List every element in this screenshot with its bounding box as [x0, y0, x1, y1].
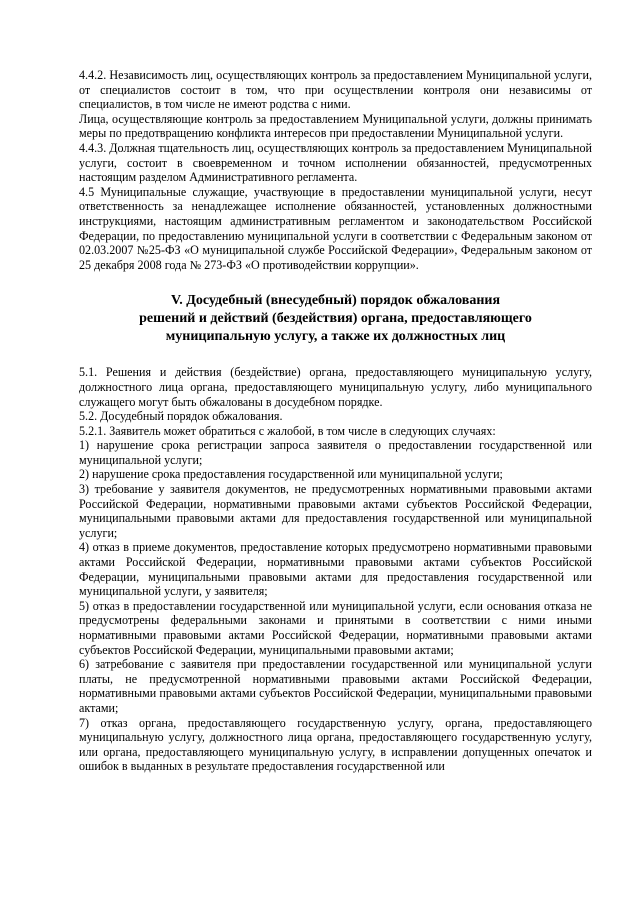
list-item-1: 1) нарушение срока регистрации запроса заявителя о предоставлении государственной или муниципальной услуги; — [79, 438, 592, 467]
paragraph-5-2-1: 5.2.1. Заявитель может обратиться с жалобой, в том числе в следующих случаях: — [79, 423, 496, 438]
paragraph-4-4-2: 4.4.2. Независимость лиц, осуществляющих контроль за предоставлением Муниципальной услуги, от специалистов состоит в том, что при осуществлении контроля они независимы от специалистов, в том числе не имеют родства с ними. — [79, 68, 592, 112]
list-item-6: 6) затребование с заявителя при предоставлении государственной или муниципальной услуги платы, не предусмотренной нормативными правовыми актами Российской Федерации, нормативными правовыми актами субъектов Российской Федерации, муниципальными правовыми актами; — [79, 657, 592, 715]
section-5-text — [79, 365, 592, 774]
paragraph-conflict-of-interest: Лица, осуществляющие контроль за предоставлением Муниципальной услуги, должны принимать меры по предотвращению конфликта интересов при предоставлении Муниципальной услуги. — [79, 111, 592, 141]
list-item-3: 3) требование у заявителя документов, не предусмотренных нормативными правовыми актами Российской Федерации, нормативными правовыми актами субъектов Российской Федерации, муниципальными правовыми актами для предоставления государственной или муниципальной услуги; — [79, 482, 592, 540]
paragraph-5-1: 5.1. Решения и действия (бездействие) органа, предоставляющего муниципальную услугу, должностного лица органа, предоставляющего муниципальную услугу, либо муниципального служащего могут быть обжалованы в досудебном порядке. — [79, 365, 592, 409]
heading-line-1: V. Досудебный (внесудебный) порядок обжалования — [170, 293, 501, 309]
section-5-heading — [79, 292, 592, 346]
paragraph-5-2: 5.2. Досудебный порядок обжалования. — [79, 409, 283, 424]
list-item-2: 2) нарушение срока предоставления государственной или муниципальной услуги; — [79, 467, 503, 482]
heading-line-2: решений и действий (бездействия) органа, предоставляющего — [139, 311, 532, 327]
list-item-5: 5) отказ в предоставлении государственной или муниципальной услуги, если основания отказа не предусмотрены федеральными законами и принятыми в соответствии с ними иными нормативными правовыми актами Российской Федерации, нормативными правовыми актами субъектов Российской Федерации, муниципальными правовыми актами; — [79, 598, 592, 657]
paragraph-4-5: 4.5 Муниципальные служащие, участвующие в предоставлении муниципальной услуги, несут ответственность за ненадлежащее исполнение обязанностей, установленных должностными инструкциями, настоящим административным регламентом и законодательством Российской Федерации, по предоставлению муниципальной услуги в соответствии с Федеральным законом от 02.03.2007 №25-ФЗ «О муниципальной службе Российской Федерации», Федеральным законом от 25 декабря 2008 года № 273-ФЗ «О противодействии коррупции». — [79, 184, 592, 272]
section-4-text — [79, 68, 592, 272]
paragraph-4-4-3: 4.4.3. Должная тщательность лиц, осуществляющих контроль за предоставлением Муниципальной услуги, состоит в своевременном и точном исполнении обязанностей, предусмотренных настоящим разделом Административного регламента. — [79, 140, 592, 185]
list-item-7: 7) отказ органа, предоставляющего государственную услугу, органа, предоставляющего муниципальную услугу, должностного лица органа, предоставляющего государственную услугу, или органа, предоставляющего муниципальную услугу, в исправлении допущенных опечаток и ошибок в выданных в результате предоставления государственной или — [79, 715, 592, 774]
list-item-4: 4) отказ в приеме документов, предоставление которых предусмотрено нормативными правовыми актами Российской Федерации, нормативными правовыми актами субъектов Российской Федерации, муниципальными правовыми актами для предоставления государственной или муниципальной услуги, у заявителя; — [79, 540, 592, 599]
heading-line-3: муниципальную услугу, а также их должностных лиц — [165, 329, 506, 345]
